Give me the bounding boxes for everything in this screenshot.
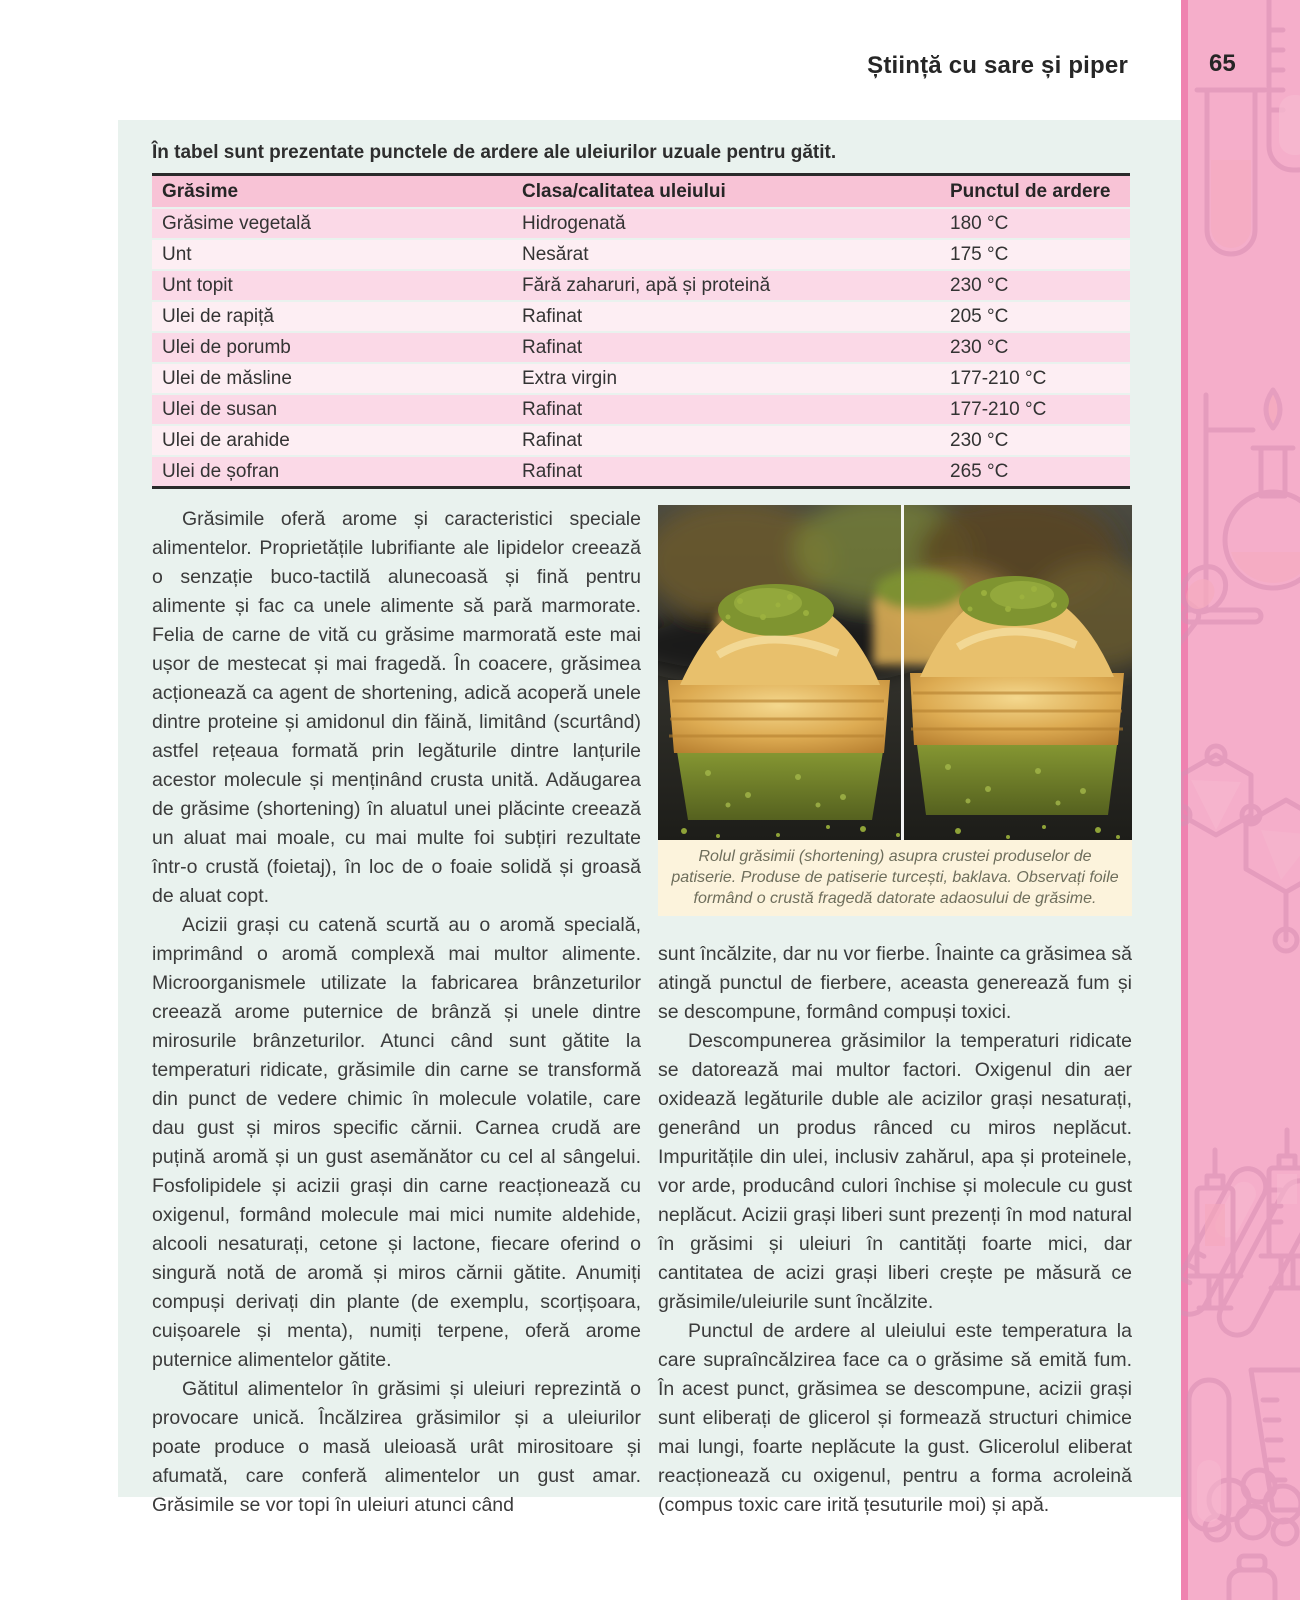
paragraph: Acizii grași cu catenă scurtă au o aromă specială, imprimând o aromă complexă mai multor alimente. Microorganismele utilizate la fabricarea brânzeturilor creează arome puternice de brânză și unele dintre mirosurile brânzeturilor. Atunci când sunt gătite la temperaturi ridicate, grăsimile din carne se transformă din punct de vedere chimic în molecule volatile, care dau gust și miros specific cărnii. Carnea crudă are puțină aromă și un gust asemănător cu cel al sângelui. Fosfolipidele și acizii grași din carne reacționează cu oxigenul, formând molecule mai mici numite aldehide, alcooli nesaturați, cetone și lactone, fiecare oferind o singură notă de aromă și miros cărnii gătite. Anumiți compuși derivați din plante (de exemplu, scorțișoara, cuișoarele și menta), numiți terpene, oferă arome puternice alimentelor gătite.: [152, 914, 641, 1371]
table-row: Unt Nesărat 175 °C: [152, 239, 1130, 270]
table-row: Ulei de șofran Rafinat 265 °C: [152, 456, 1130, 488]
paragraph: Gătitul alimentelor în grăsimi și uleiuri reprezintă o provocare unică. Încălzirea grăsimilor și a uleiurilor poate produce o masă uleioasă urât mirositoare și afumată, care conferă alimentelor un gust amar. Grăsimile se vor topi în uleiuri atunci când: [152, 1378, 641, 1516]
figure-caption: Rolul grăsimii (shortening) asupra crustei produselor de patiserie. Produse de patiserie turcești, baklava. Observați foile formând o crustă fragedă datorate adaosului de grăsime.: [658, 840, 1132, 916]
right-text-column: [658, 505, 1132, 1520]
syringe-icon-2: [1261, 1130, 1300, 1288]
paragraph: sunt încălzite, dar nu vor fierbe. Înainte ca grăsimea să atingă punctul de fierbere, aceasta generează fum și se descompune, formând compuși toxici.: [658, 943, 1132, 1023]
graduated-cylinder-icon: [1269, 0, 1300, 170]
table-row: Grăsime vegetală Hidrogenată 180 °C: [152, 208, 1130, 239]
chemistry-decor-icons: [1181, 0, 1300, 1600]
page-number: 65: [1209, 50, 1236, 77]
paragraph: Punctul de ardere al uleiului este temperatura la care supraîncălzirea face ca o grăsime să emită fum. În acest punct, grăsimea se descompune, acizii grași sunt eliberați de glicerol și formează structuri chimice mai lungi, foarte neplăcute la gust. Glicerolul eliberat reacționează cu oxigenul, pentru a forma acroleină (compus toxic care irită țesuturile moi) și apă.: [658, 1320, 1132, 1516]
page-title: Știință cu sare și piper: [867, 52, 1128, 79]
dropper-icon: [1181, 556, 1238, 715]
baklava-photo: [658, 505, 1132, 840]
table-row: Ulei de susan Rafinat 177-210 °C: [152, 394, 1130, 425]
col-header-grasime: Grăsime: [152, 175, 512, 209]
table-intro-text: În tabel sunt prezentate punctele de ardere ale uleiurilor uzuale pentru gătit.: [152, 142, 837, 163]
decorative-sidebar: [1181, 0, 1300, 1600]
paragraph: Grăsimile oferă arome și caracteristici speciale alimentelor. Proprietățile lubrifiante ale lipidelor creează o senzație buco-tactilă alunecoasă și fină pentru alimente și fac ca unele alimente să pară marmorate. Felia de carne de vită cu grăsime marmorată este mai ușor de mestecat și mai fragedă. În coacere, grăsimea acționează ca agent de shortening, adică acoperă unele dintre proteine și amidonul din făină, limitând (scurtând) astfel rețeaua formată prin legăturile dintre lanțurile acestor molecule și menținând crusta unită. Adăugarea de grăsime (shortening) în aluatul unei plăcinte creează un aluat mai moale, cu mai multe foi subțiri rezultate într-o crustă (foietaj), în loc de o foaie solidă și groasă de aluat copt.: [152, 508, 641, 907]
smoke-point-table: [152, 173, 1130, 489]
col-header-clasa: Clasa/calitatea uleiului: [512, 175, 940, 209]
test-tube-icon: [1197, 90, 1265, 254]
table-row: Ulei de arahide Rafinat 230 °C: [152, 425, 1130, 456]
table-row: Ulei de rapiță Rafinat 205 °C: [152, 301, 1130, 332]
photo-divider-line: [901, 505, 904, 840]
table-row: Unt topit Fără zaharuri, apă și proteină 230 °C: [152, 270, 1130, 301]
molecule-hexagons-icon: [1181, 746, 1300, 951]
table-row: Ulei de măsline Extra virgin 177-210 °C: [152, 363, 1130, 394]
content-panel: [118, 120, 1181, 1516]
table-row: Ulei de porumb Rafinat 230 °C: [152, 332, 1130, 363]
table-header-row: [152, 175, 1130, 209]
col-header-punct: Punctul de ardere: [940, 175, 1130, 209]
left-text-column: [152, 505, 641, 1520]
paragraph: Descompunerea grăsimilor la temperaturi ridicate se datorează mai multor factori. Oxigenul din aer oxidează legăturile duble ale acizilor grași nesaturați, generând un produs rânced cu miros neplăcut. Impuritățile din ulei, inclusiv zahărul, apa și proteinele, vor arde, producând culori închise și molecule cu gust neplăcut. Acizii grași liberi sunt prezenți în mod natural în grăsimi și uleiuri în cantități foarte mici, dar cantitatea de acizi grași liberi crește pe măsură ce grăsimile/uleiurile sunt încălzite.: [658, 1030, 1132, 1313]
